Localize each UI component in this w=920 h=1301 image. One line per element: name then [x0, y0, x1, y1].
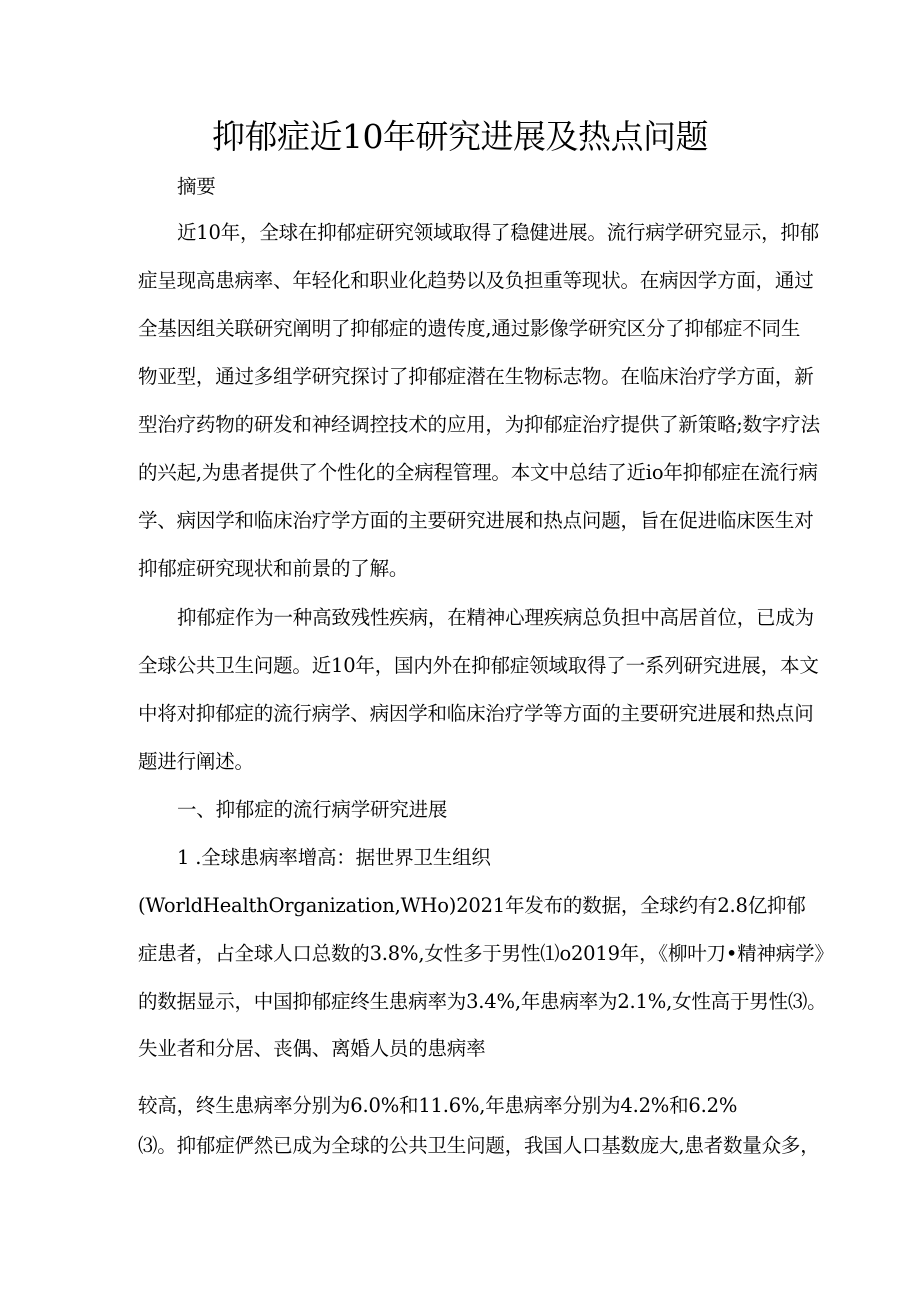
- text-line: 抑郁症作为一种高致残性疾病，在精神心理疾病总负担中高居首位，已成为: [177, 606, 814, 629]
- text-line: 的兴起,为患者提供了个性化的全病程管理。本文中总结了近io年抑郁症在流行病: [138, 461, 818, 484]
- text-line: 失业者和分居、丧偶、离婚人员的患病率: [138, 1037, 486, 1060]
- text-line: 题进行阐述。: [138, 750, 254, 773]
- text-line: 的数据显示，中国抑郁症终生患病率为3.4%,年患病率为2.1%,女性高于男性⑶。: [138, 990, 827, 1013]
- text-line: 抑郁症研究现状和前景的了解。: [138, 557, 409, 580]
- text-line: (WorldHealthOrganization,WHo)2021年发布的数据，全球约有2.8亿抑郁: [138, 894, 806, 917]
- text-line: 物亚型，通过多组学研究探讨了抑郁症潜在生物标志物。在临床治疗学方面，新: [138, 365, 814, 388]
- text-line: 近10年，全球在抑郁症研究领域取得了稳健进展。流行病学研究显示，抑郁: [177, 221, 820, 244]
- text-line: 症呈现高患病率、年轻化和职业化趋势以及负担重等现状。在病因学方面，通过: [138, 269, 814, 292]
- text-line: 症患者，占全球人口总数的3.8%,女性多于男性⑴o2019年，《柳叶刀•精神病学》: [138, 942, 834, 965]
- abstract-heading: 摘要: [177, 175, 216, 198]
- text-line: 全球公共卫生问题。近10年，国内外在抑郁症领域取得了一系列研究进展，本文: [138, 654, 819, 677]
- document-title: 抑郁症近10年研究进展及热点问题: [212, 117, 708, 156]
- text-line: 较高，终生患病率分别为6.0%和11.6%,年患病率分别为4.2%和6.2%: [138, 1094, 738, 1117]
- section-heading: 一、抑郁症的流行病学研究进展: [177, 798, 448, 821]
- list-item-heading: 1 .全球患病率增高：据世界卫生组织: [177, 846, 491, 869]
- text-line: 中将对抑郁症的流行病学、病因学和临床治疗学等方面的主要研究进展和热点问: [138, 702, 814, 725]
- text-line: ⑶。抑郁症俨然已成为全球的公共卫生问题，我国人口基数庞大,患者数量众多，: [138, 1134, 820, 1157]
- text-line: 学、病因学和临床治疗学方面的主要研究进展和热点问题，旨在促进临床医生对: [138, 509, 814, 532]
- text-line: 全基因组关联研究阐明了抑郁症的遗传度,通过影像学研究区分了抑郁症不同生: [138, 317, 801, 340]
- text-line: 型治疗药物的研发和神经调控技术的应用，为抑郁症治疗提供了新策略;数字疗法: [138, 413, 820, 436]
